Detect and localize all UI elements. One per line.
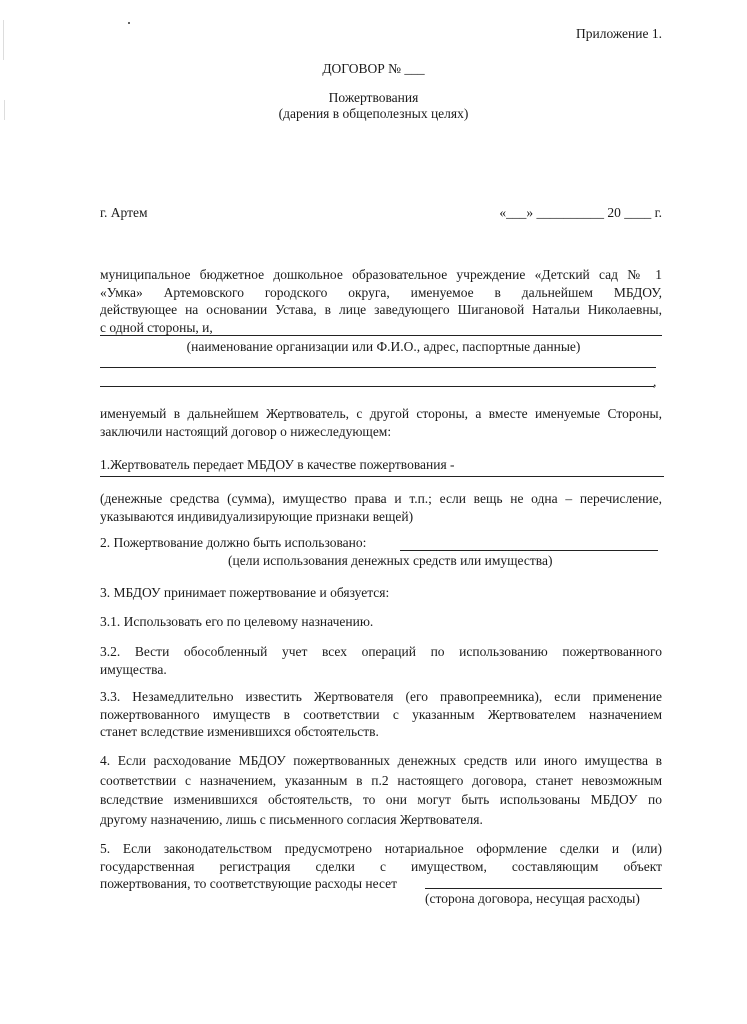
item-1-hint-line: (денежные средства (сумма), имущество права и т.п.; если вещь не одна – перечисление, (100, 491, 662, 506)
item-3-3-line: 3.3. Незамедлительно известить Жертвователя (его правопреемника), если применение (100, 689, 662, 704)
item-5-line: пожертвования, то соответствующие расходы несет (100, 876, 397, 891)
item-3-3-paragraph (100, 688, 662, 741)
item-3-text: 3. МБДОУ принимает пожертвование и обязуется: (100, 585, 390, 600)
donor-line: заключили настоящий договор о нижеследующем: (100, 423, 392, 439)
intro-paragraph (100, 266, 662, 336)
item-3-2-line: имущества. (100, 661, 167, 677)
item-1-hint-line: указываются индивидуализирующие признаки вещей) (100, 508, 414, 524)
city-label: г. Артем (100, 205, 148, 220)
intro-line: «Умка» Артемовского городского округа, именуемое в дальнейшем МБДОУ, (100, 284, 662, 300)
item-4-line: соответствии с назначением, указанным в п.2 настоящего договора, станет невозможным (100, 772, 662, 788)
item-5-paragraph (100, 840, 662, 893)
item-3-1-text: 3.1. Использовать его по целевому назначению. (100, 614, 374, 629)
item-1-blank-line (100, 476, 664, 477)
party-blank-line (100, 335, 662, 336)
intro-line: действующее на основании Устава, в лице заведующего Шигановой Натальи Николаевны, (100, 302, 662, 317)
item-4-line: вследствие изменившихся обстоятельств, то они могут быть использованы МБДОУ по (100, 792, 662, 807)
party-comma: , (653, 374, 657, 389)
date-field: «___» __________ 20 ____ г. (499, 205, 662, 220)
item-2-hint: (цели использования денежных средств или имущества) (228, 553, 553, 568)
item-2-text: 2. Пожертвование должно быть использовано: (100, 535, 367, 550)
item-3-3-line: пожертвованного имуществ в соответствии с указанным Жертвователем назначением (100, 706, 662, 722)
appendix-label: Приложение 1. (576, 26, 662, 41)
item-5-hint: (сторона договора, несущая расходы) (425, 891, 640, 906)
item-3-2-line: 3.2. Вести обособленный учет всех операций по использованию пожертвованного (100, 644, 662, 659)
item-4-line: 4. Если расходование МБДОУ пожертвованных денежных средств или иного имущества в (100, 753, 662, 768)
item-3-3-line: станет вследствие изменившихся обстоятельств. (100, 724, 379, 739)
party-blank-line (100, 367, 656, 368)
item-5-line: государственная регистрация сделки с имуществом, составляющим объект (100, 858, 662, 874)
item-4-paragraph (100, 751, 662, 829)
document-title: ДОГОВОР № ___ (322, 61, 425, 76)
scan-speck (128, 22, 130, 24)
item-3-2-paragraph (100, 643, 662, 678)
document-subtitle-purpose: (дарения в общеполезных целях) (278, 106, 469, 121)
party-blank-line (100, 386, 654, 387)
item-5-blank-line (425, 888, 662, 889)
party-hint: (наименование организации или Ф.И.О., адрес, паспортные данные) (186, 339, 581, 354)
intro-line: муниципальное бюджетное дошкольное образовательное учреждение «Детский сад № 1 (100, 267, 662, 282)
donor-paragraph (100, 405, 662, 440)
document-subtitle: Пожертвования (328, 90, 419, 105)
donor-line: именуемый в дальнейшем Жертвователь, с другой стороны, а вместе именуемые Стороны, (100, 406, 662, 421)
scan-edge-mark (3, 20, 4, 60)
item-4-line: другому назначению, лишь с письменного согласия Жертвователя. (100, 811, 483, 827)
item-5-line: 5. Если законодательством предусмотрено нотариальное оформление сделки и (или) (100, 841, 662, 856)
item-1-hint (100, 490, 662, 525)
item-2-blank-line (400, 550, 658, 551)
item-1-text: 1.Жертвователь передает МБДОУ в качестве пожертвования - (100, 457, 455, 472)
intro-line: с одной стороны, и, (100, 319, 213, 335)
